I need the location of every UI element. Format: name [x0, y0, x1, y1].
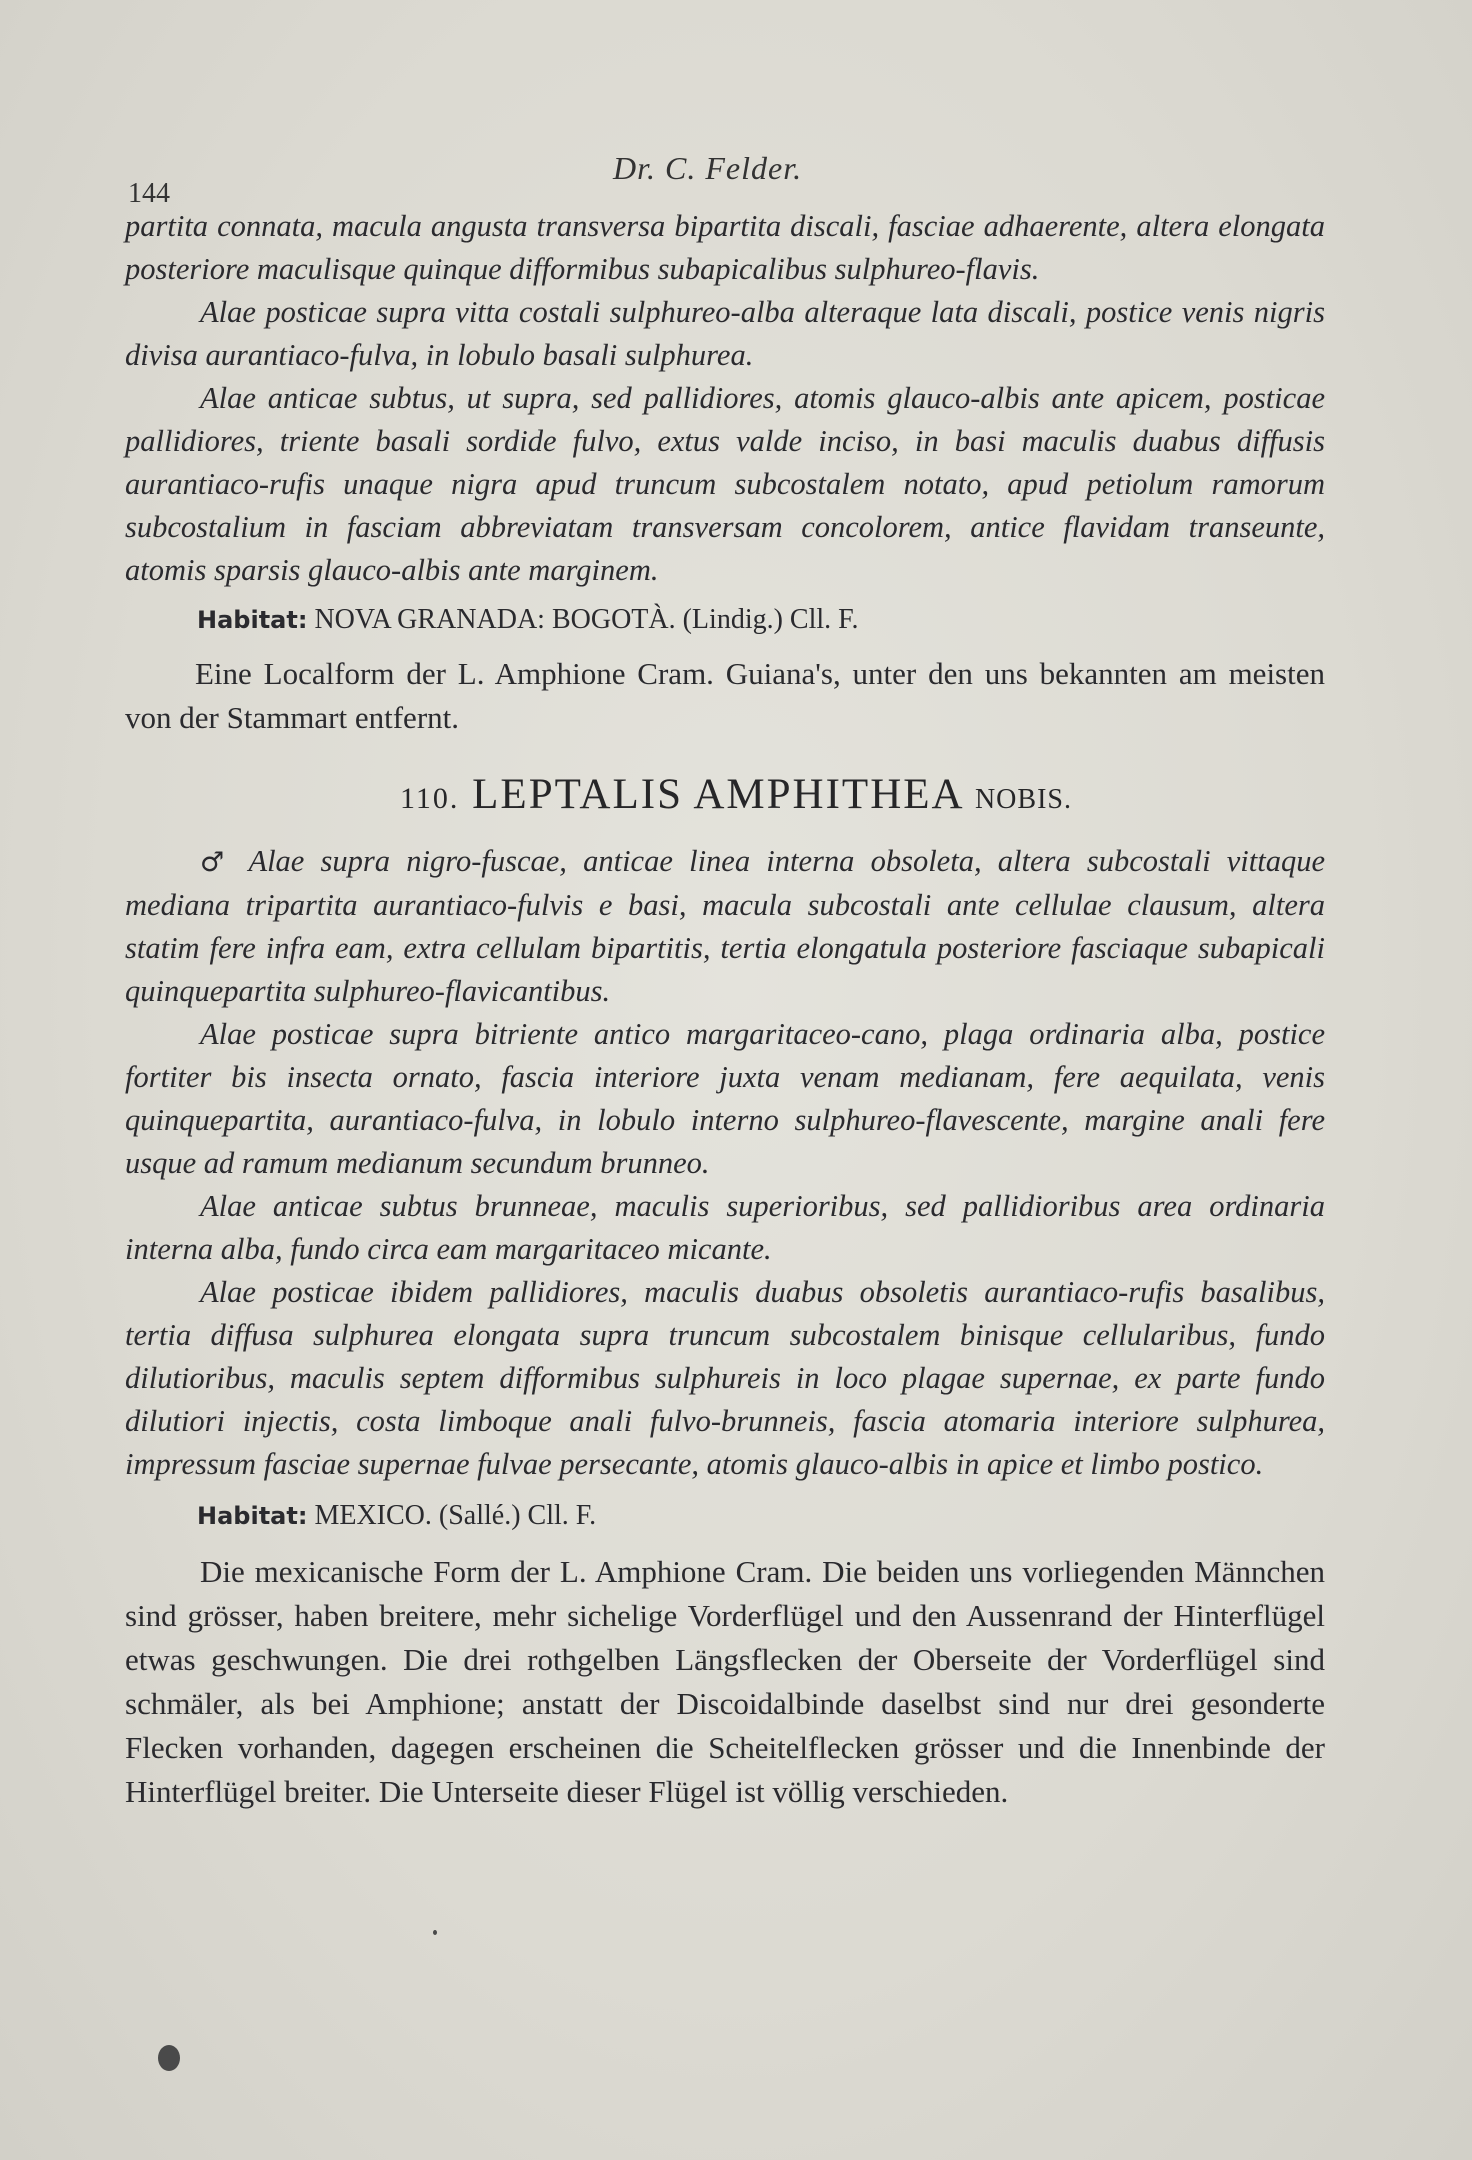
latin-paragraph: Alae posticae supra bitriente antico margaritaceo-cano, plaga ordinaria alba, postice fortiter bis insecta ornato, fascia interiore juxta venam medianam, fere aequilata, venis quinquepartita, aurantiaco-fulva, in lobulo interno sulphureo-flavescente, margine anali fere usque ad ramum medianum secundum brunneo.	[125, 1017, 1325, 1180]
habitat-label: Habitat:	[197, 606, 308, 634]
section-2	[125, 840, 1325, 1814]
latin-paragraph: Alae anticae subtus, ut supra, sed pallidiores, atomis glauco-albis ante apicem, posticae pallidiores, triente basali sordide fulvo, extus valde inciso, in basi maculis duabus diffusis aurantiaco-rufis unaque nigra apud truncum subcostalem notato, apud petiolum ramorum subcostalium in fasciam abbreviatam transversam concolorem, antice flavidam transeunte, atomis sparsis glauco-albis ante marginem.	[125, 381, 1325, 587]
german-paragraph: Eine Localform der L. Amphione Cram. Guiana's, unter den uns bekannten am meisten von der Stammart entfernt.	[125, 656, 1325, 735]
running-head: Dr. C. Felder.	[613, 150, 803, 186]
latin-paragraph	[125, 840, 1325, 1013]
section-1	[125, 205, 1325, 740]
habitat-line	[125, 600, 1325, 640]
latin-paragraph: partita connata, macula angusta transversa bipartita discali, fasciae adhaerente, altera elongata posteriore maculisque quinque difformibus subapicalibus sulphureo-flavis.	[125, 209, 1325, 286]
habitat-text: MEXICO. (Sallé.) Cll. F.	[314, 1500, 597, 1531]
habitat-label: Habitat:	[197, 1502, 308, 1530]
species-number: 110.	[400, 782, 460, 815]
male-symbol: ♂	[200, 847, 233, 878]
latin-paragraph: Alae anticae subtus brunneae, maculis superioribus, sed pallidioribus area ordinaria interna alba, fundo circa eam margaritaceo micante.	[125, 1189, 1325, 1266]
species-heading	[0, 770, 1472, 819]
german-paragraph: Die mexicanische Form der L. Amphione Cram. Die beiden uns vorliegenden Männchen sind grösser, haben breitere, mehr sichelige Vorderflügel und den Aussenrand der Hinterflügel etwas geschwungen. Die drei rothgelben Längsflecken der Oberseite der Vorderflügel sind schmäler, als bei Amphione; anstatt der Discoidalbinde daselbst sind nur drei gesonderte Flecken vorhanden, dagegen erscheinen die Scheitelflecken grösser und die Innenbinde der Hinterflügel breiter. Die Unterseite dieser Flügel ist völlig verschieden.	[125, 1554, 1325, 1809]
latin-paragraph-text: Alae supra nigro-fuscae, anticae linea interna obsoleta, altera subcostali vittaque mediana tripartita aurantiaco-fulvis e basi, macula subcostali ante cellulae clausum, altera statim fere infra eam, extra cellulam bipartitis, tertia elongatula posteriore fasciaque subapicali quinquepartita sulphureo-flavicantibus.	[125, 844, 1325, 1008]
latin-paragraph: Alae posticae supra vitta costali sulphureo-alba alteraque lata discali, postice venis nigris divisa aurantiaco-fulva, in lobulo basali sulphurea.	[125, 295, 1325, 372]
species-author: NOBIS.	[974, 784, 1072, 815]
habitat-line	[125, 1496, 1325, 1536]
latin-paragraph: Alae posticae ibidem pallidiores, maculis duabus obsoletis aurantiaco-rufis basalibus, tertia diffusa sulphurea elongata supra truncum subcostalem binisque cellularibus, fundo dilutioribus, maculis septem difformibus sulphureis in loco plagae supernae, ex parte fundo dilutiori injectis, costa limboque anali fulvo-brunneis, fascia atomaria interiore sulphurea, impressum fasciae supernae fulvae persecante, atomis glauco-albis in apice et limbo postico.	[125, 1275, 1325, 1481]
ink-speck	[433, 1930, 437, 1935]
page-header	[128, 150, 1328, 209]
page-number: 144	[128, 178, 170, 209]
habitat-text: NOVA GRANADA: BOGOTÀ. (Lindig.) Cll. F.	[314, 604, 859, 635]
species-name: LEPTALIS AMPHITHEA	[472, 771, 963, 818]
ink-spot	[158, 2045, 180, 2071]
